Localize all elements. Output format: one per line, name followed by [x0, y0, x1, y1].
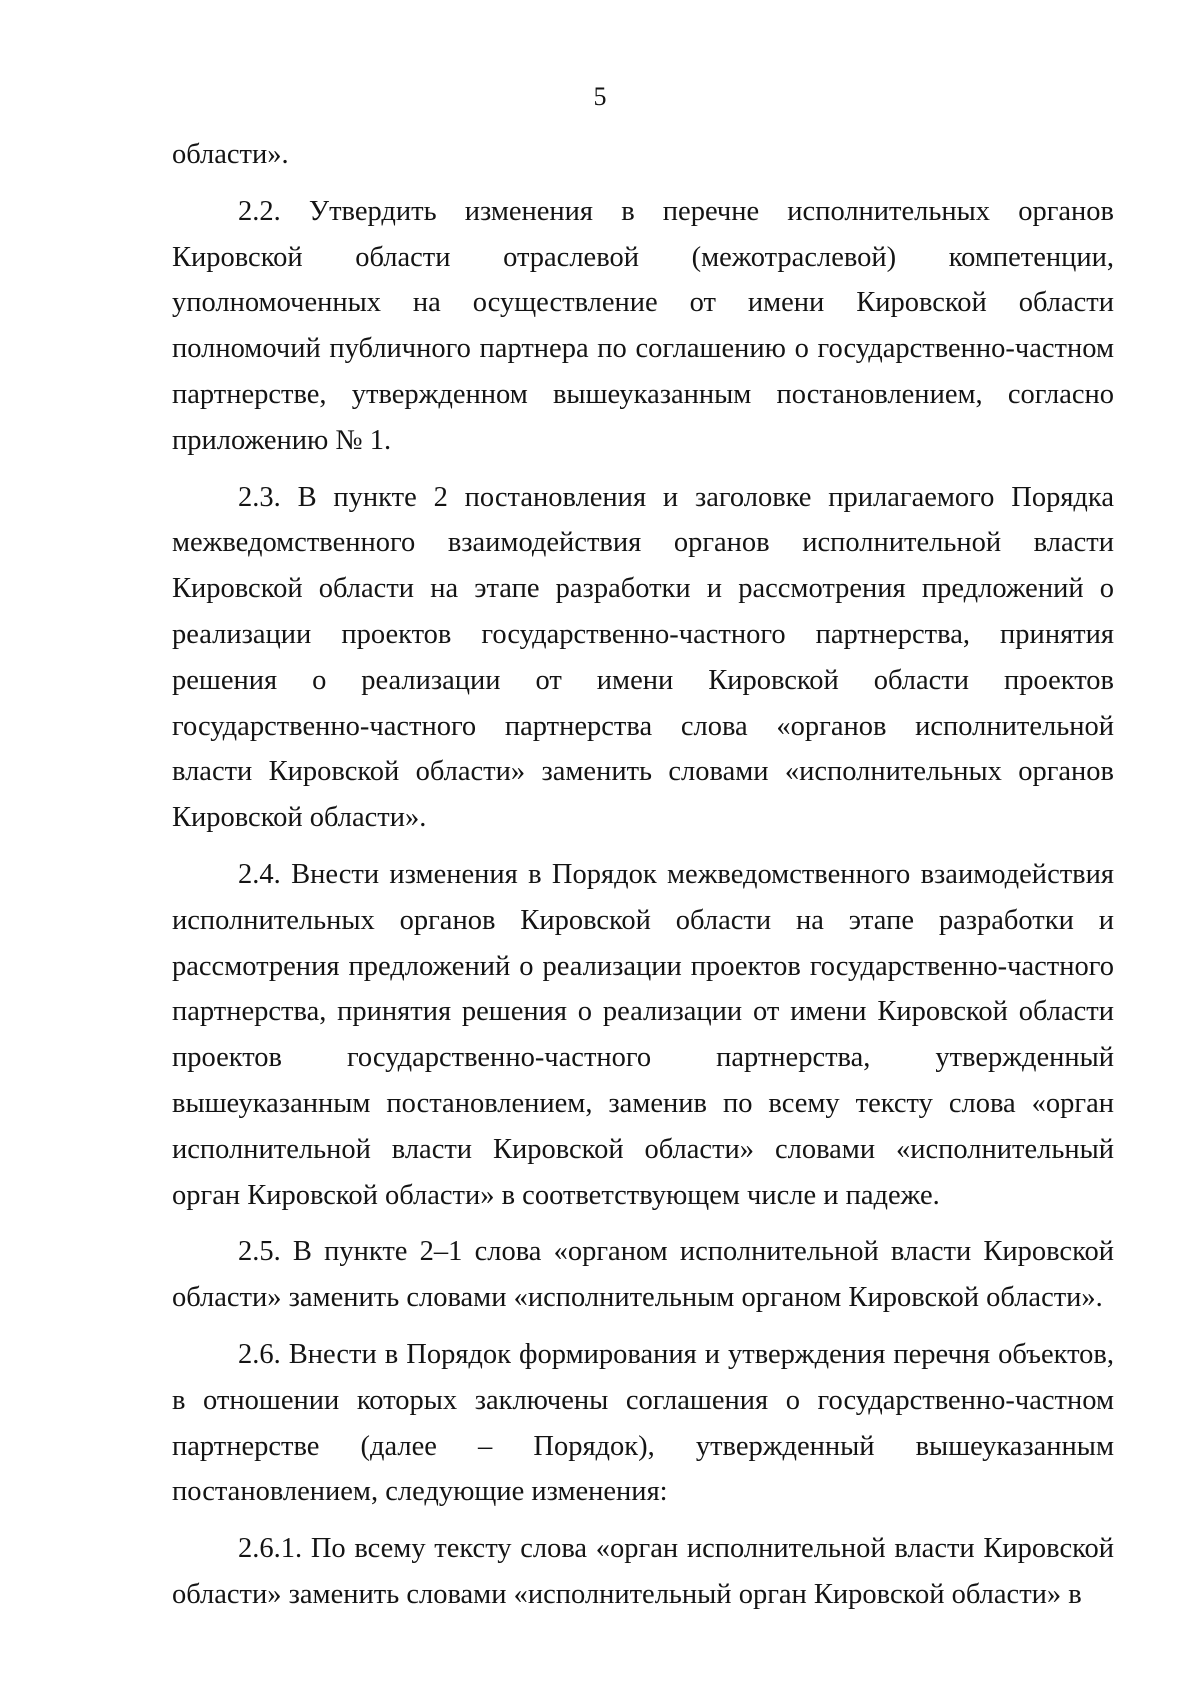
paragraph-2-4: 2.4. Внести изменения в Порядок межведомственного взаимодействия исполнительных органов Кировской области на этапе разработки и рассмотрения предложений о реализации проектов государственно-частного партнерства, принятия решения о реализации от имени Кировской области проектов государственно-частного партнерства, утвержденный вышеуказанным постановлением, заменив по всему тексту слова «орган исполнительной власти Кировской области» словами «исполнительный орган Кировской области» в соответствующем числе и падеже. — [172, 858, 1114, 1211]
paragraph-2-2: 2.2. Утвердить изменения в перечне исполнительных органов Кировской области отраслевой (межотраслевой) компетенции, уполномоченных на осуществление от имени Кировской области полномочий публичного партнера по соглашению о государственно-частном партнерстве, утвержденном вышеуказанным постановлением, согласно приложению № 1. — [172, 195, 1114, 456]
page-number: 5 — [593, 82, 607, 111]
document-body — [172, 132, 1114, 1629]
paragraph-2-3: 2.3. В пункте 2 постановления и заголовке прилагаемого Порядка межведомственного взаимодействия органов исполнительной власти Кировской области на этапе разработки и рассмотрения предложений о реализации проектов государственно-частного партнерства, принятия решения о реализации от имени Кировской области проектов государственно-частного партнерства слова «органов исполнительной власти Кировской области» заменить словами «исполнительных органов Кировской области». — [172, 481, 1114, 834]
paragraph-continuation: области». — [172, 139, 289, 170]
paragraph-2-6-1: 2.6.1. По всему тексту слова «орган исполнительной власти Кировской области» заменить словами «исполнительный орган Кировской области» в — [172, 1533, 1114, 1610]
paragraph-2-5: 2.5. В пункте 2–1 слова «органом исполнительной власти Кировской области» заменить словами «исполнительным органом Кировской области». — [172, 1236, 1114, 1314]
paragraph-2-6: 2.6. Внести в Порядок формирования и утверждения перечня объектов, в отношении которых заключены соглашения о государственно-частном партнерстве (далее – Порядок), утвержденный вышеуказанным постановлением, следующие изменения: — [172, 1338, 1114, 1508]
